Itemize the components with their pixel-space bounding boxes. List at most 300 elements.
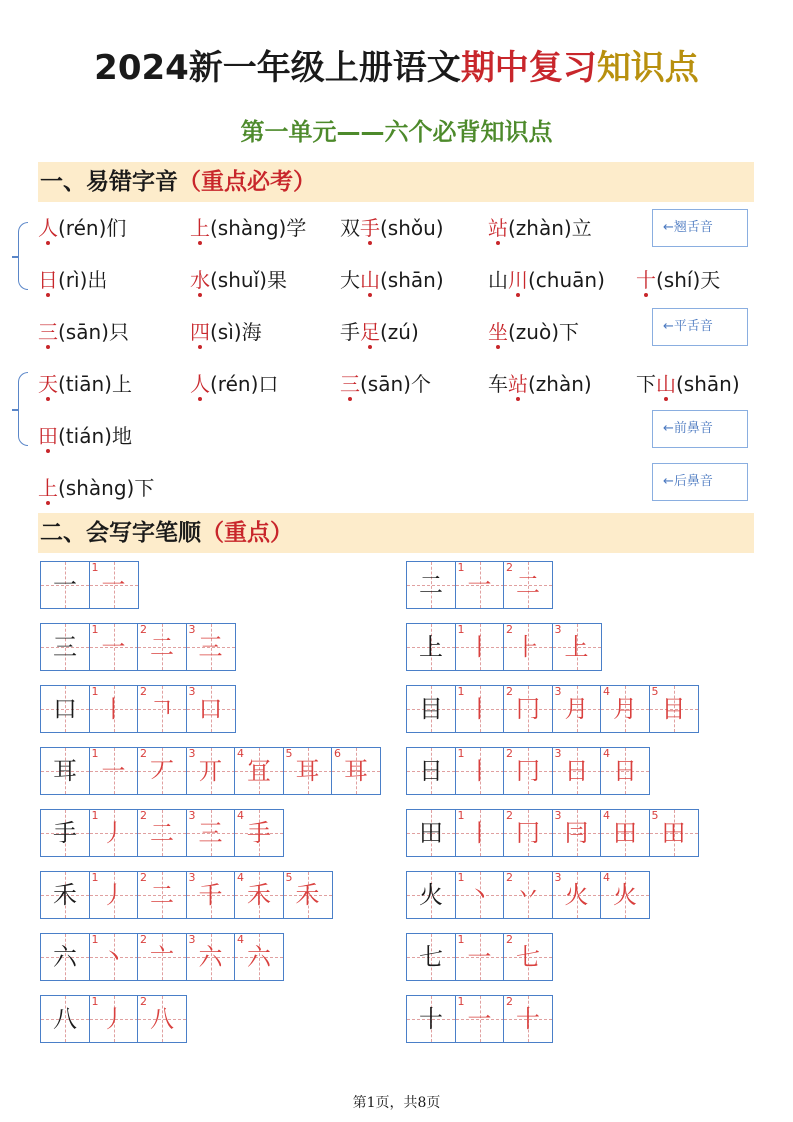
stroke-step: 三 xyxy=(198,819,223,847)
stroke-step-cell xyxy=(89,747,139,795)
step-number: 4 xyxy=(603,871,610,884)
stroke-step: 一 xyxy=(101,571,126,599)
model-character: 火 xyxy=(419,881,443,909)
stroke-step-cell xyxy=(89,995,139,1043)
sound-category-label: ←后鼻音 xyxy=(652,463,748,501)
pronunciation-item xyxy=(340,316,419,345)
model-character: 一 xyxy=(53,571,77,599)
step-number: 2 xyxy=(140,747,147,760)
stroke-step-cell xyxy=(503,561,553,609)
pinyin: (shàng) xyxy=(210,216,287,240)
pinyin: (zhàn) xyxy=(528,372,592,396)
stroke-step-cell xyxy=(552,747,602,795)
model-character: 日 xyxy=(419,757,443,785)
stroke-step-cell xyxy=(503,871,553,919)
target-character: 三 xyxy=(38,320,58,344)
stroke-step: 口 xyxy=(198,695,223,723)
section-2-highlight: （重点） xyxy=(201,520,293,546)
stroke-step: 丨 xyxy=(467,757,492,785)
stroke-step-cell xyxy=(455,561,505,609)
pinyin: (zuò) xyxy=(508,320,560,344)
stroke-step-cell xyxy=(186,871,236,919)
step-number: 1 xyxy=(91,685,99,698)
step-number: 3 xyxy=(188,933,196,946)
stroke-step-cell xyxy=(503,995,553,1043)
step-number: 1 xyxy=(457,623,465,636)
target-character: 日 xyxy=(38,268,58,292)
stroke-step: 千 xyxy=(198,881,223,909)
pronunciation-item xyxy=(38,264,107,293)
stroke-strip xyxy=(40,809,283,857)
pronunciation-item xyxy=(190,264,287,293)
character: 大 xyxy=(340,268,360,292)
step-number: 4 xyxy=(603,685,610,698)
page-title xyxy=(0,40,793,89)
pronunciation-item xyxy=(340,212,444,241)
stroke-step: 月 xyxy=(564,695,589,723)
stroke-step-cell xyxy=(137,623,187,671)
step-number: 2 xyxy=(140,933,147,946)
step-number: 2 xyxy=(506,747,513,760)
stroke-step: 六 xyxy=(198,943,223,971)
step-number: 2 xyxy=(506,995,513,1008)
character-cell xyxy=(406,561,456,609)
pronunciation-item xyxy=(636,368,740,397)
stroke-strip xyxy=(40,871,331,919)
stroke-step-cell xyxy=(552,871,602,919)
step-number: 3 xyxy=(554,809,562,822)
target-character: 川 xyxy=(508,268,528,292)
stroke-step: 禾 xyxy=(295,881,320,909)
target-character: 三 xyxy=(340,372,360,396)
step-number: 2 xyxy=(506,933,513,946)
character-cell xyxy=(406,685,456,733)
stroke-strip xyxy=(406,561,552,609)
character: 出 xyxy=(87,268,108,292)
stroke-step-cell xyxy=(600,809,650,857)
pronunciation-item xyxy=(340,264,444,293)
stroke-step-cell xyxy=(186,809,236,857)
character-cell xyxy=(406,747,456,795)
step-number: 1 xyxy=(91,623,99,636)
step-number: 4 xyxy=(237,747,244,760)
stroke-step: 二 xyxy=(150,819,174,847)
pronunciation-item xyxy=(488,368,592,397)
step-number: 2 xyxy=(506,871,513,884)
target-character: 十 xyxy=(636,268,656,292)
step-number: 3 xyxy=(554,747,562,760)
stroke-step: 耳 xyxy=(344,757,368,785)
target-character: 人 xyxy=(190,372,210,396)
step-number: 3 xyxy=(554,623,562,636)
stroke-step-cell xyxy=(649,685,699,733)
character: 地 xyxy=(111,424,132,448)
pinyin: (shān) xyxy=(676,372,740,396)
character-cell xyxy=(406,933,456,981)
pronunciation-item xyxy=(488,212,592,241)
step-number: 5 xyxy=(285,747,293,760)
stroke-step-cell xyxy=(283,871,333,919)
model-character: 耳 xyxy=(53,757,77,785)
target-character: 站 xyxy=(488,216,508,240)
stroke-step-cell xyxy=(234,933,284,981)
character-cell xyxy=(406,809,456,857)
step-number: 1 xyxy=(91,561,99,574)
step-number: 3 xyxy=(554,685,562,698)
stroke-step-cell xyxy=(552,685,602,733)
stroke-step-cell xyxy=(186,685,236,733)
stroke-step: 丨 xyxy=(467,695,492,723)
stroke-strip xyxy=(40,561,137,609)
stroke-step: 冃 xyxy=(564,819,589,847)
pinyin: (rén) xyxy=(210,372,259,396)
pronunciation-item xyxy=(38,212,126,241)
stroke-step-cell xyxy=(331,747,381,795)
character: 们 xyxy=(106,216,127,240)
step-number: 1 xyxy=(457,561,465,574)
character: 下 xyxy=(636,372,656,396)
stroke-step-cell xyxy=(600,871,650,919)
stroke-step: 月 xyxy=(613,695,637,723)
step-number: 4 xyxy=(237,933,244,946)
target-character: 上 xyxy=(190,216,210,240)
step-number: 2 xyxy=(506,561,513,574)
pinyin: (zú) xyxy=(380,320,419,344)
model-character: 上 xyxy=(419,633,443,661)
step-number: 1 xyxy=(457,685,465,698)
stroke-step: 丆 xyxy=(150,757,174,785)
step-number: 3 xyxy=(188,747,196,760)
stroke-step-cell xyxy=(455,995,505,1043)
pronunciation-item xyxy=(190,316,262,345)
target-character: 手 xyxy=(360,216,380,240)
stroke-step-cell xyxy=(234,747,284,795)
stroke-step: 一 xyxy=(101,633,126,661)
model-character: 目 xyxy=(419,695,443,723)
step-number: 2 xyxy=(506,685,513,698)
step-number: 4 xyxy=(603,747,610,760)
pinyin: (rì) xyxy=(58,268,88,292)
stroke-step-cell xyxy=(455,623,505,671)
step-number: 2 xyxy=(140,995,147,1008)
character-cell xyxy=(40,809,90,857)
pinyin: (sān) xyxy=(58,320,109,344)
stroke-step: 二 xyxy=(150,881,174,909)
stroke-step: 一 xyxy=(101,757,126,785)
pinyin: (sì) xyxy=(210,320,242,344)
stroke-strip xyxy=(406,871,649,919)
pinyin: (tián) xyxy=(58,424,112,448)
pronunciation-item xyxy=(38,368,132,397)
pinyin: (shuǐ) xyxy=(210,268,267,292)
pinyin: (shān) xyxy=(380,268,444,292)
model-character: 禾 xyxy=(53,881,77,909)
stroke-step: 三 xyxy=(198,633,223,661)
step-number: 3 xyxy=(188,809,196,822)
stroke-strip xyxy=(406,747,649,795)
title-part-3: 知识点 xyxy=(596,48,699,88)
stroke-step-cell xyxy=(503,933,553,981)
pronunciation-item xyxy=(38,420,132,449)
stroke-step-cell xyxy=(137,995,187,1043)
stroke-step: 丨 xyxy=(467,819,492,847)
character: 双 xyxy=(340,216,360,240)
model-character: 口 xyxy=(53,695,77,723)
step-number: 2 xyxy=(140,685,147,698)
character: 口 xyxy=(258,372,279,396)
section-2-label: 二、会写字笔顺 xyxy=(40,520,201,546)
stroke-strip xyxy=(406,685,697,733)
step-number: 1 xyxy=(91,871,99,884)
step-number: 1 xyxy=(91,747,99,760)
pinyin: (chuān) xyxy=(528,268,605,292)
stroke-step-cell xyxy=(600,685,650,733)
stroke-step-cell xyxy=(89,561,139,609)
character: 下 xyxy=(134,476,155,500)
step-number: 1 xyxy=(91,995,99,1008)
stroke-step: 冝 xyxy=(247,757,271,785)
stroke-step-cell xyxy=(503,809,553,857)
stroke-step-cell xyxy=(455,933,505,981)
step-number: 5 xyxy=(651,809,659,822)
character-cell xyxy=(40,561,90,609)
model-character: 二 xyxy=(419,571,443,599)
model-character: 六 xyxy=(53,943,77,971)
pinyin: (sān) xyxy=(360,372,411,396)
stroke-step-cell xyxy=(455,747,505,795)
stroke-step-cell xyxy=(234,809,284,857)
stroke-step-cell xyxy=(552,623,602,671)
section-1-highlight: （重点必考） xyxy=(178,169,316,195)
model-character: 田 xyxy=(419,819,443,847)
pinyin: (tiān) xyxy=(58,372,112,396)
stroke-step-cell xyxy=(186,747,236,795)
stroke-step: 丨 xyxy=(467,633,492,661)
step-number: 3 xyxy=(188,871,196,884)
stroke-step: 八 xyxy=(150,1005,174,1033)
step-number: 4 xyxy=(237,871,244,884)
character-cell xyxy=(40,933,90,981)
stroke-step-cell xyxy=(186,933,236,981)
step-number: 1 xyxy=(457,933,465,946)
stroke-strip xyxy=(406,933,552,981)
stroke-step-cell xyxy=(649,809,699,857)
pinyin: (shǒu) xyxy=(380,216,444,240)
stroke-strip xyxy=(40,995,186,1043)
stroke-step-cell xyxy=(89,871,139,919)
character: 果 xyxy=(266,268,287,292)
character: 天 xyxy=(700,268,721,292)
step-number: 6 xyxy=(334,747,341,760)
target-character: 人 xyxy=(38,216,58,240)
character: 上 xyxy=(111,372,132,396)
stroke-step: 丶 xyxy=(101,943,126,971)
stroke-step-cell xyxy=(234,871,284,919)
pronunciation-item xyxy=(38,472,154,501)
stroke-step-cell xyxy=(600,747,650,795)
character: 车 xyxy=(488,372,508,396)
stroke-step-cell xyxy=(283,747,333,795)
character: 只 xyxy=(108,320,129,344)
stroke-step: 冂 xyxy=(516,819,540,847)
stroke-step: 耳 xyxy=(295,757,320,785)
step-number: 1 xyxy=(91,809,99,822)
sound-category-label: ←翘舌音 xyxy=(652,209,748,247)
character: 山 xyxy=(488,268,508,292)
model-character: 八 xyxy=(53,1005,77,1033)
target-character: 四 xyxy=(190,320,210,344)
section-1-label: 一、易错字音 xyxy=(40,169,178,195)
step-number: 2 xyxy=(506,623,513,636)
stroke-step: 七 xyxy=(516,943,540,971)
model-character: 十 xyxy=(419,1005,443,1033)
stroke-step-cell xyxy=(503,747,553,795)
stroke-step: 田 xyxy=(661,819,686,847)
stroke-step: 一 xyxy=(467,943,492,971)
step-number: 2 xyxy=(506,809,513,822)
stroke-step: 一 xyxy=(467,571,492,599)
title-part-2: 期中复习 xyxy=(460,48,597,88)
step-number: 4 xyxy=(237,809,244,822)
stroke-step: 十 xyxy=(516,1005,540,1033)
character-cell xyxy=(406,871,456,919)
stroke-strip xyxy=(40,933,283,981)
stroke-step-cell xyxy=(455,685,505,733)
target-character: 上 xyxy=(38,476,58,500)
step-number: 1 xyxy=(457,995,465,1008)
character: 个 xyxy=(410,372,431,396)
stroke-step: 丿 xyxy=(101,881,126,909)
stroke-step: 日 xyxy=(564,757,589,785)
stroke-step: 一 xyxy=(467,1005,492,1033)
brace-icon xyxy=(18,222,28,290)
pronunciation-item xyxy=(488,264,605,293)
step-number: 1 xyxy=(457,747,465,760)
step-number: 5 xyxy=(651,685,659,698)
stroke-step-cell xyxy=(455,871,505,919)
stroke-step: 二 xyxy=(516,571,540,599)
stroke-step-cell xyxy=(89,809,139,857)
stroke-step-cell xyxy=(137,933,187,981)
stroke-step: ⺊ xyxy=(516,633,540,661)
character-cell xyxy=(406,995,456,1043)
stroke-step: 火 xyxy=(564,881,589,909)
page-footer: 第1页，共8页 xyxy=(352,1095,441,1111)
stroke-strip xyxy=(40,685,234,733)
title-part-1: 2024新一年级上册语文 xyxy=(94,48,461,88)
stroke-strip xyxy=(406,995,552,1043)
pronunciation-item xyxy=(190,212,306,241)
character-cell xyxy=(406,623,456,671)
stroke-step: 冂 xyxy=(516,757,540,785)
character: 学 xyxy=(286,216,307,240)
stroke-step-cell xyxy=(89,623,139,671)
sound-category-label: ←平舌音 xyxy=(652,308,748,346)
stroke-step-cell xyxy=(503,685,553,733)
model-character: 三 xyxy=(53,633,77,661)
pronunciation-item xyxy=(488,316,579,345)
step-number: 3 xyxy=(554,871,562,884)
step-number: 1 xyxy=(457,871,465,884)
stroke-step: 亠 xyxy=(150,943,174,971)
character-cell xyxy=(40,747,90,795)
pronunciation-item xyxy=(340,368,431,397)
target-character: 足 xyxy=(360,320,380,344)
stroke-step-cell xyxy=(186,623,236,671)
target-character: 天 xyxy=(38,372,58,396)
stroke-step-cell xyxy=(137,685,187,733)
stroke-step-cell xyxy=(552,809,602,857)
character-cell xyxy=(40,685,90,733)
stroke-step: 冂 xyxy=(516,695,540,723)
character-cell xyxy=(40,623,90,671)
step-number: 2 xyxy=(140,623,147,636)
model-character: 七 xyxy=(419,943,443,971)
step-number: 5 xyxy=(285,871,293,884)
character-cell xyxy=(40,995,90,1043)
model-character: 手 xyxy=(53,819,77,847)
character: 立 xyxy=(571,216,592,240)
stroke-step: 丿 xyxy=(101,819,126,847)
target-character: 坐 xyxy=(488,320,508,344)
stroke-step-cell xyxy=(89,933,139,981)
stroke-step: 日 xyxy=(613,757,637,785)
sound-category-label: ←前鼻音 xyxy=(652,410,748,448)
step-number: 1 xyxy=(457,809,465,822)
section-2-header xyxy=(38,513,754,553)
character-cell xyxy=(40,871,90,919)
stroke-step-cell xyxy=(137,809,187,857)
pinyin: (zhàn) xyxy=(508,216,572,240)
target-character: 站 xyxy=(508,372,528,396)
stroke-step: 𠃍 xyxy=(150,695,174,723)
stroke-step-cell xyxy=(137,871,187,919)
stroke-step: 丨 xyxy=(101,695,126,723)
stroke-step: 丶 xyxy=(467,881,492,909)
stroke-step: 火 xyxy=(613,881,637,909)
subtitle: 第一单元——六个必背知识点 xyxy=(240,118,553,146)
section-1-header xyxy=(38,162,754,202)
stroke-step: 目 xyxy=(661,695,686,723)
target-character: 山 xyxy=(360,268,380,292)
pinyin: (shí) xyxy=(656,268,701,292)
step-number: 1 xyxy=(91,933,99,946)
character: 下 xyxy=(559,320,580,344)
step-number: 2 xyxy=(140,809,147,822)
character: 海 xyxy=(241,320,262,344)
target-character: 山 xyxy=(656,372,676,396)
stroke-step-cell xyxy=(137,747,187,795)
step-number: 4 xyxy=(603,809,610,822)
stroke-strip xyxy=(40,747,380,795)
stroke-step: 二 xyxy=(150,633,174,661)
stroke-step: 丌 xyxy=(198,757,223,785)
stroke-step: 禾 xyxy=(247,881,271,909)
character: 手 xyxy=(340,320,360,344)
stroke-step-cell xyxy=(89,685,139,733)
pinyin: (shàng) xyxy=(58,476,135,500)
stroke-strip xyxy=(40,623,234,671)
target-character: 田 xyxy=(38,424,58,448)
stroke-step: 上 xyxy=(564,633,589,661)
stroke-step: 丿 xyxy=(101,1005,126,1033)
stroke-step-cell xyxy=(503,623,553,671)
stroke-strip xyxy=(406,809,697,857)
step-number: 3 xyxy=(188,623,196,636)
pronunciation-item xyxy=(38,316,129,345)
stroke-step: 手 xyxy=(247,819,271,847)
pronunciation-item xyxy=(190,368,278,397)
